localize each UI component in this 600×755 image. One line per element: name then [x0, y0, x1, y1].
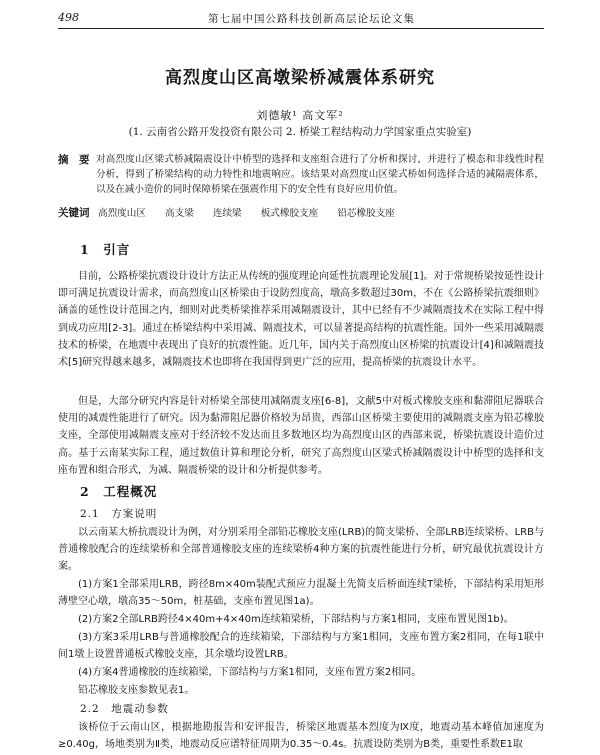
- journal-title: 第七届中国公路科技创新高层论坛论文集: [208, 13, 415, 25]
- keyword: 高烈度山区: [98, 208, 146, 219]
- keyword: 板式橡胶支座: [260, 208, 319, 219]
- section-2-title: 2 工程概况: [80, 484, 158, 499]
- keywords-list: [98, 205, 411, 219]
- abstract-text: 对高烈度山区梁式桥减隔震设计中桥型的选择和支座组合进行了分析和探讨，并进行了模态和非线性时程分析，得到了桥梁结构的动力特性和地震响应。该结果对高烈度山区梁式桥如何选择合适的减隔震体系，以及在减小造价的同时保障桥梁在强震作用下的安全性有良好应用价值。: [96, 154, 544, 195]
- section-1-paragraph-1: 目前，公路桥梁抗震设计设计方法正从传统的强度理论向延性抗震理论发展[1]。对于常规桥梁按延性设计即可满足抗震设计需求，而高烈度山区桥梁由于设防烈度高，墩高多数超过30m，不在《公路桥梁抗震细则》涵盖的延性设计范围之内，细则对此类桥梁推荐采用减隔震设计，其中已经有不少减隔震技术在实际工程中得到成功应用[2-3]。通过在桥梁结构中采用减、隔震技术，可以显著提高结构的抗震性能。国外一些采用减隔震技术的桥梁，在地震中表现出了良好的抗震性能。近几年，国内关于高烈度山区桥梁的抗震设计[4]和减隔震技术[5]研究得越来越多，减隔震技术也即将在我国得到更广泛的应用，提高桥梁的抗震设计水平。: [58, 271, 544, 369]
- subsection-2-1-intro: 以云南某大桥抗震设计为例，对分别采用全部铅芯橡胶支座(LRB)的简支梁桥、全部LRB连续梁桥、LRB与普通橡胶配合的连续梁桥和全部普通橡胶支座的连续梁桥4种方案的抗震性能进行分析，研究最优抗震设计方案。: [58, 527, 544, 573]
- paper-title: 高烈度山区高墩梁桥减震体系研究: [165, 68, 435, 88]
- keyword: 高支梁: [165, 208, 194, 219]
- lrb-parameter-note: 铅芯橡胶支座参数见表1。: [78, 685, 195, 696]
- section-1-title: 1 引言: [80, 242, 131, 257]
- scheme-item-1: (1)方案1全部采用LRB，跨径8m×40m装配式预应力混凝土先简支后桥面连续T梁桥，下部结构采用矩形薄壁空心墩，墩高35～50m，桩基础，支座布置见图1a)。: [58, 579, 544, 608]
- running-header: [58, 10, 544, 29]
- subsection-2-1-title: 2.1 方案说明: [80, 508, 158, 520]
- authors: 刘德敏¹ 高文军²: [256, 109, 344, 122]
- keyword: 铅芯橡胶支座: [337, 208, 395, 219]
- subsection-2-2-text: 该桥位于云南山区，根据地勘报告和安评报告，桥梁区地震基本烈度为Ⅸ度，地震动基本峰值加速度为≥0.40g，场地类别为Ⅱ类，地震动反应谱特征周期为0.35～0.4s。抗震设防类别为B类，重要性系数E1取: [58, 722, 544, 751]
- scheme-item-4: (4)方案4普通橡胶的连续箱梁，下部结构与方案1相同，支座布置方案2相同。: [78, 667, 422, 678]
- keywords-label: 关键词: [58, 207, 90, 219]
- page-number: 498: [58, 11, 79, 24]
- scheme-item-2: (2)方案2全部LRB跨径4×40m+4×40m连续箱梁桥，下部结构与方案1相同，支座布置见图1b)。: [78, 614, 514, 625]
- section-1-paragraph-2: 但是，大部分研究内容是针对桥梁全部使用减隔震支座[6-8]，文献5中对板式橡胶支座和黏滞阻尼器联合使用的减震性能进行了研究。因为黏滞阻尼器价格较为昂贵，西部山区桥梁主要使用的减隔震支座为铅芯橡胶支座，全部使用减隔震支座对于经济较不发达而且多数地区均为高烈度山区的西部来说，桥梁抗震设计造价过高。基于云南某实际工程，通过数值计算和理论分析，研究了高烈度山区梁式桥减隔震设计中桥型的选择和支座布置和组合形式，为减、隔震桥梁的设计和分析提供参考。: [58, 396, 544, 476]
- keyword: 连续梁: [212, 208, 242, 219]
- affiliation: (1. 云南省公路开发投资有限公司 2. 桥梁工程结构动力学国家重点实验室): [128, 126, 472, 138]
- scheme-item-3: (3)方案3采用LRB与普通橡胶配合的连续箱梁，下部结构与方案1相同，支座布置方案2相同，在每1联中间1墩上设置普通板式橡胶支座，其余墩均设置LRB。: [58, 632, 544, 661]
- subsection-2-2-title: 2.2 地震动参数: [80, 703, 169, 715]
- abstract-label: 摘 要: [58, 154, 90, 166]
